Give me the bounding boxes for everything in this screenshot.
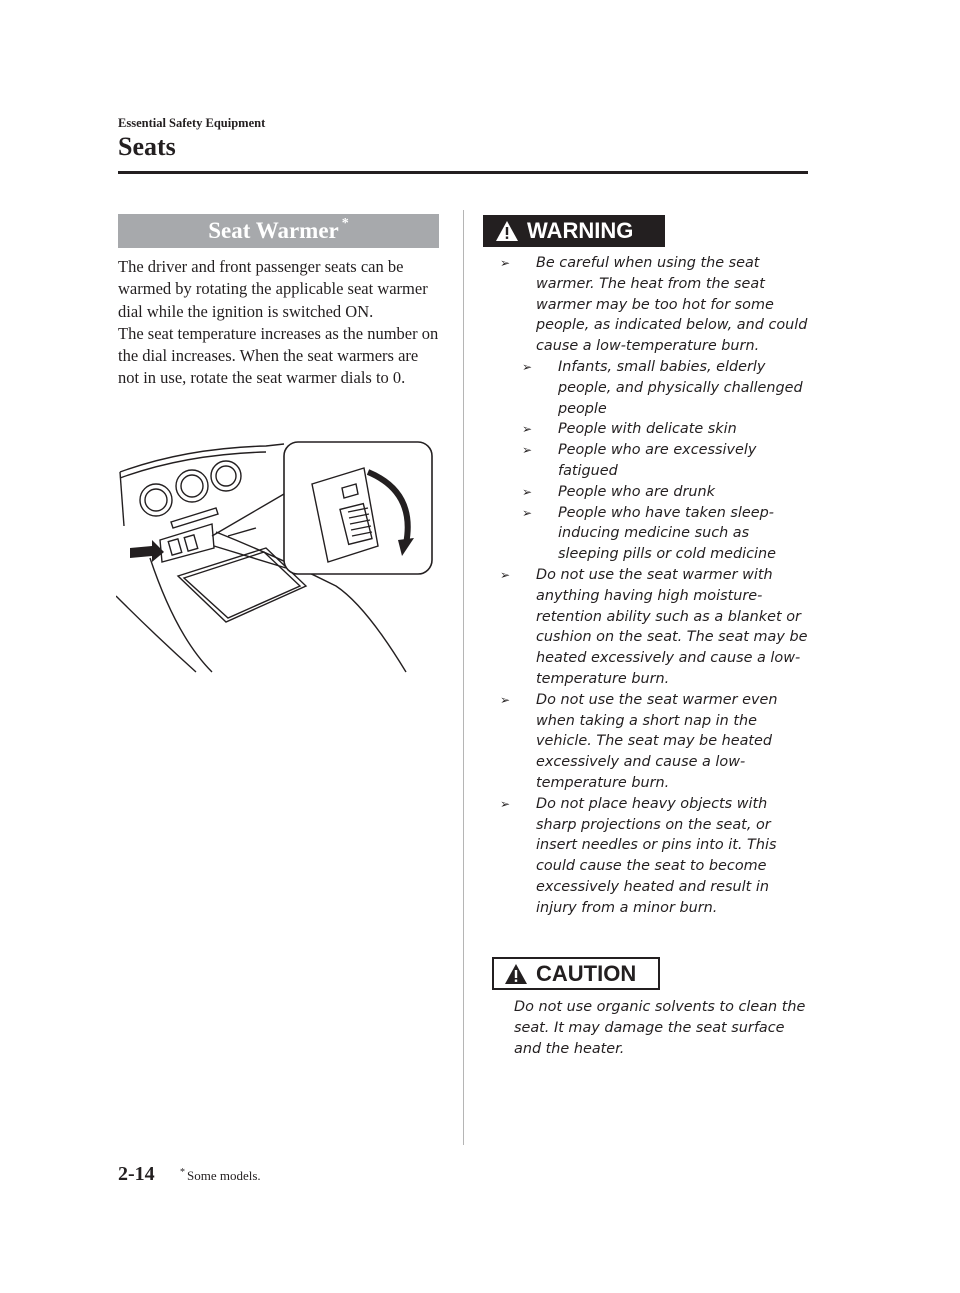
body-paragraph-1: The driver and front passenger seats can be warmed by rotating the applicable seat warmer dial while the ignition is switched ON. xyxy=(118,257,428,321)
arrow-bullet-icon: ➢ xyxy=(500,567,511,582)
arrow-bullet-icon: ➢ xyxy=(522,359,533,374)
warning-sub-item-text: People who are excessively fatigued xyxy=(558,442,757,479)
warning-sub-item-text: People with delicate skin xyxy=(558,421,737,438)
caution-text: Do not use organic solvents to clean the seat. It may damage the seat surface and the heater. xyxy=(514,999,806,1057)
warning-sub-item-4 xyxy=(498,482,808,503)
warning-label xyxy=(483,215,665,247)
footnote-star: * xyxy=(180,1167,185,1178)
warning-sub-item-5 xyxy=(498,503,808,565)
warning-sub-item-text: People who have taken sleep-inducing medicine such as sleeping pills or cold medicine xyxy=(558,504,776,563)
some-models-star: * xyxy=(341,216,349,231)
arrow-bullet-icon: ➢ xyxy=(500,692,511,707)
arrow-bullet-icon: ➢ xyxy=(522,422,533,437)
warning-sub-item-text: People who are drunk xyxy=(558,483,715,500)
page-title: Seats xyxy=(118,132,176,161)
footnote-text: Some models. xyxy=(187,1168,261,1183)
warning-list xyxy=(498,253,808,919)
warning-item-text: Do not place heavy objects with sharp projections on the seat, or insert needles or pins into it. This could cause the seat to become excessively heated and result in injury from a minor burn. xyxy=(536,795,777,916)
page-number: 2-14 xyxy=(118,1163,155,1185)
arrow-bullet-icon: ➢ xyxy=(522,443,533,458)
caution-label xyxy=(492,957,660,990)
warning-sub-item-2 xyxy=(498,419,808,440)
footnote xyxy=(180,1168,261,1184)
warning-sub-item-1 xyxy=(498,357,808,419)
arrow-bullet-icon: ➢ xyxy=(500,796,511,811)
warning-item-1 xyxy=(498,253,808,357)
warning-label-text: WARNING xyxy=(527,218,634,243)
arrow-bullet-icon: ➢ xyxy=(522,484,533,499)
warning-item-4 xyxy=(498,794,808,919)
header-rule xyxy=(118,171,808,174)
column-divider xyxy=(463,210,464,1145)
body-text xyxy=(118,256,443,390)
arrow-bullet-icon: ➢ xyxy=(500,256,511,270)
warning-sub-item-text: Infants, small babies, elderly people, and physically challenged people xyxy=(558,358,803,417)
section-heading-title: Seat Warmer xyxy=(208,218,339,243)
warning-item-text: Do not use the seat warmer even when taking a short nap in the vehicle. The seat may be heated excessively and cause a low-temperature burn. xyxy=(536,691,778,791)
warning-triangle-icon xyxy=(495,220,519,242)
arrow-bullet-icon: ➢ xyxy=(522,505,533,520)
section-heading xyxy=(118,214,439,248)
warning-sub-item-3 xyxy=(498,440,808,482)
section-header: Essential Safety Equipment xyxy=(118,116,266,130)
warning-item-2 xyxy=(498,565,808,690)
body-paragraph-2: The seat temperature increases as the number on the dial increases. When the seat warmers are not in use, rotate the seat warmer dials to 0. xyxy=(118,323,439,388)
warning-item-3 xyxy=(498,690,808,794)
warning-item-text: Be careful when using the seat warmer. The heat from the seat warmer may be too hot for some people, as indicated below, and could cause a low-temperature burn. xyxy=(536,255,808,355)
warning-item-text: Do not use the seat warmer with anything having high moisture-retention ability such as a blanket or cushion on the seat. The seat may be heated excessively and cause a low-temperature burn. xyxy=(536,566,808,687)
seat-warmer-dial-illustration xyxy=(116,436,436,676)
caution-label-text: CAUTION xyxy=(536,960,637,986)
caution-triangle-icon xyxy=(504,963,528,985)
